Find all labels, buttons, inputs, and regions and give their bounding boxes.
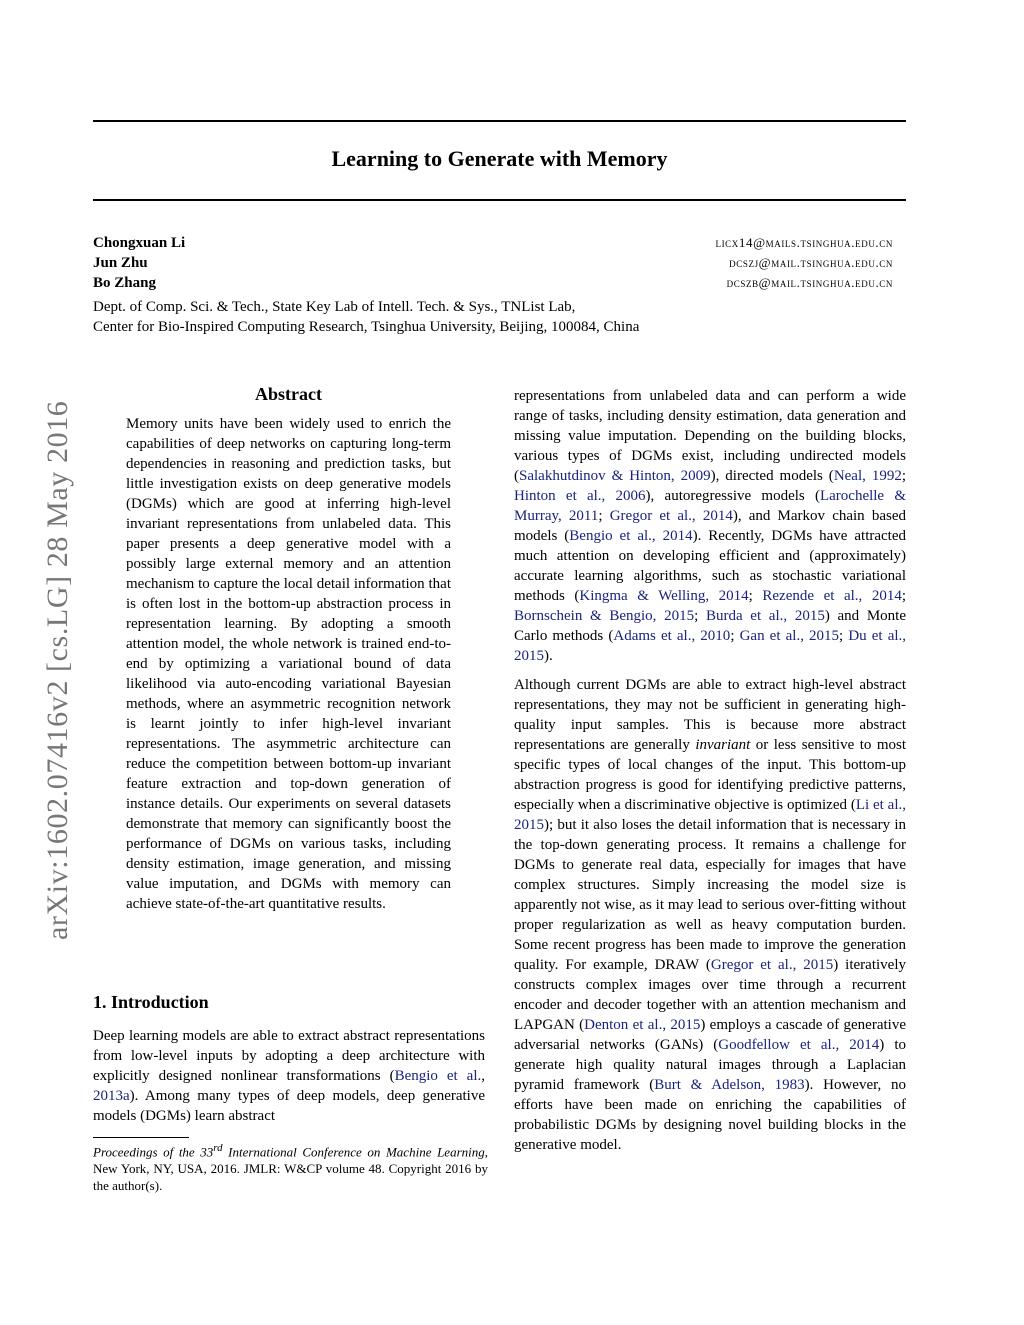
- body-text: ;: [694, 608, 706, 624]
- footnote-details: , New York, NY, USA, 2016. JMLR: W&CP volume 48. Copyright 2016 by the author(s).: [93, 1144, 488, 1194]
- citation-link[interactable]: Li et al., 2015: [514, 797, 907, 833]
- body-text: ), and Markov chain based models (: [514, 508, 906, 544]
- body-paragraph: [514, 386, 906, 666]
- abstract-text: Memory units have been widely used to enrich the capabilities of deep networks on capturing long-term dependencies in reasoning and prediction tasks, but little investigation exists on deep generative models (DGMs) which are good at inferring high-level invariant representations from unlabeled data. This paper presents a deep generative model with a possibly large external memory and an attention mechanism to capture the local detail information that is often lost in the bottom-up abstraction process in representation learning. By adopting a smooth attention model, the whole network is trained end-to-end by optimizing a variational bound of data likelihood via auto-encoding variational Bayesian methods, where an asymmetric recognition network is learnt jointly to infer high-level invariant representations. The asymmetric architecture can reduce the competition between bottom-up invariant feature extraction and top-down generation of instance details. Our experiments on several datasets demonstrate that memory can significantly boost the performance of DGMs on various tasks, including density estimation, image generation, and missing value imputation, and DGMs with memory can achieve state-of-the-art quantitative results.: [126, 416, 451, 912]
- emphasis-text: invariant: [695, 737, 751, 753]
- body-text: ;: [598, 508, 610, 524]
- body-text: ) employs a cascade of generative adversarial networks (GANs) (: [514, 1017, 906, 1053]
- right-column: [514, 386, 906, 1164]
- body-text: ). Recently, DGMs have attracted much attention on developing efficient and (approximately) accurate learning algorithms, such as stochastic variational methods (: [514, 528, 907, 604]
- citation-link[interactable]: Hinton et al., 2006: [514, 488, 646, 504]
- author-row: [93, 235, 893, 255]
- body-text: ) and Monte Carlo methods (: [514, 608, 907, 644]
- affiliation-line-2: Center for Bio-Inspired Computing Research, Tsinghua University, Beijing, 100084, China: [93, 319, 640, 335]
- body-text: ;: [730, 628, 740, 644]
- citation-link[interactable]: Gregor et al., 2014: [609, 508, 733, 524]
- citation-link[interactable]: Goodfellow et al., 2014: [718, 1037, 880, 1053]
- author-name: Bo Zhang: [93, 275, 156, 291]
- intro-text: ). Among many types of deep models, deep generative models (DGMs) learn abstract: [93, 1088, 485, 1124]
- author-email[interactable]: licx14@mails.tsinghua.edu.cn: [715, 235, 893, 250]
- citation-link[interactable]: Gan et al., 2015: [739, 628, 840, 644]
- footnote-conference: International Conference on Machine Learning: [222, 1144, 485, 1160]
- arxiv-sidebar-stamp: arXiv:1602.07416v2 [cs.LG] 28 May 2016: [41, 400, 74, 940]
- paper-title: Learning to Generate with Memory: [331, 146, 668, 171]
- citation-link[interactable]: Neal, 1992: [833, 468, 902, 484]
- body-text: or less sensitive to most specific types of local changes of the input. This bottom-up abstraction progress is good for identifying predictive patterns, especially when a discriminative objective is optimized (: [514, 737, 906, 813]
- affiliation-line-1: Dept. of Comp. Sci. & Tech., State Key Lab of Intell. Tech. & Sys., TNList Lab,: [93, 299, 576, 315]
- body-text: ), autoregressive models (: [645, 488, 820, 504]
- citation-link[interactable]: Denton et al., 2015: [584, 1017, 701, 1033]
- citation-link[interactable]: Larochelle & Murray, 2011: [514, 488, 906, 524]
- author-name: Chongxuan Li: [93, 235, 186, 251]
- body-text: ); but it also loses the detail information that is necessary in the top-down generating process. It remains a challenge for DGMs to generate real data, especially for images that have complex structures. Simply increasing the model size is apparently not wise, as it may lead to serious over-fitting without proper regularization as well as heavy computation burden. Some recent progress has been made to improve the generation quality. For example, DRAW (: [514, 817, 906, 973]
- citation-link[interactable]: Salakhutdinov & Hinton, 2009: [519, 468, 711, 484]
- intro-text: ,: [481, 1068, 485, 1084]
- body-text: ) iteratively constructs complex images over time through a recurrent encoder and decoder together with an attention mechanism and LAPGAN (: [514, 957, 906, 1033]
- intro-paragraph: [93, 1026, 485, 1126]
- citation-link[interactable]: Kingma & Welling, 2014: [579, 588, 749, 604]
- author-row: [93, 255, 893, 275]
- abstract-heading: Abstract: [255, 384, 322, 404]
- body-text: ;: [901, 468, 906, 484]
- citation-link[interactable]: Burt & Adelson, 1983: [654, 1077, 805, 1093]
- body-text: ;: [748, 588, 763, 604]
- body-text: representations from unlabeled data and can perform a wide range of tasks, including density estimation, data generation and missing value imputation. Depending on the building blocks, various types of DGMs exist, including undirected models (: [514, 388, 906, 484]
- title-bottom-rule: [93, 199, 906, 201]
- citation-link[interactable]: 2013a: [93, 1088, 130, 1104]
- citation-link[interactable]: Bengio et al.: [394, 1068, 482, 1084]
- footnote: [93, 1140, 488, 1194]
- body-text: ). However, no efforts have been made on enriching the capabilities of probabilistic DGMs by designing novel building blocks in the generative model.: [514, 1077, 906, 1153]
- body-text: ), directed models (: [710, 468, 834, 484]
- section-heading-introduction: 1. Introduction: [93, 992, 209, 1012]
- citation-link[interactable]: Burda et al., 2015: [705, 608, 825, 624]
- author-email[interactable]: dcszb@mail.tsinghua.edu.cn: [726, 275, 893, 290]
- body-text: ;: [901, 588, 907, 604]
- intro-text: Deep learning models are able to extract abstract representations from low-level inputs by adopting a deep architecture with explicitly designed nonlinear transformations (: [93, 1028, 485, 1084]
- body-text: Although current DGMs are able to extract high-level abstract representations, they may not be sufficient in generating high-quality input samples. This is because more abstract representations are generally: [514, 677, 906, 753]
- citation-link[interactable]: Gregor et al., 2015: [710, 957, 834, 973]
- author-email[interactable]: dcszj@mail.tsinghua.edu.cn: [729, 255, 893, 270]
- citation-link[interactable]: Du et al., 2015: [514, 628, 907, 664]
- citation-link[interactable]: Rezende et al., 2014: [762, 588, 902, 604]
- footnote-rule: [93, 1137, 189, 1138]
- author-row: [93, 275, 893, 295]
- footnote-proceedings: Proceedings of the 33: [93, 1144, 214, 1160]
- citation-link[interactable]: Adams et al., 2010: [613, 628, 731, 644]
- title-top-rule: [93, 120, 906, 122]
- body-text: ).: [544, 648, 553, 664]
- body-paragraph: [514, 675, 906, 1155]
- author-name: Jun Zhu: [93, 255, 148, 271]
- body-text: ) to generate high quality natural images through a Laplacian pyramid framework (: [514, 1037, 906, 1093]
- footnote-superscript: rd: [213, 1142, 223, 1154]
- citation-link[interactable]: Bornschein & Bengio, 2015: [514, 608, 695, 624]
- citation-link[interactable]: Bengio et al., 2014: [569, 528, 693, 544]
- body-text: ;: [839, 628, 849, 644]
